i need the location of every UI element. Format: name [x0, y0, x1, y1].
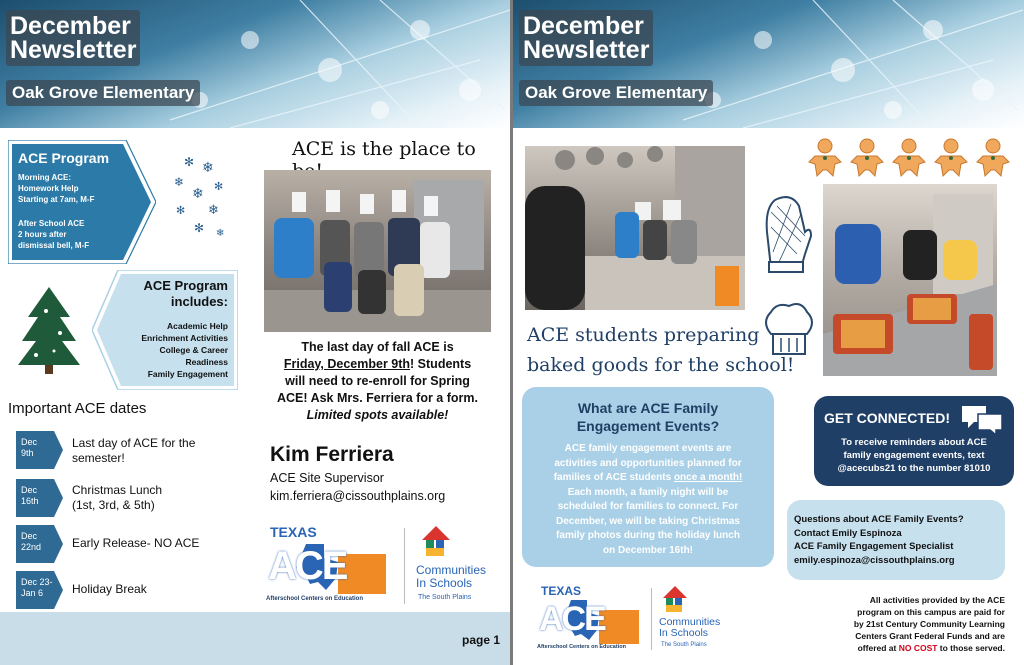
last-day-date: Friday, December 9th	[283, 357, 411, 371]
snowflakes-icon	[170, 152, 232, 244]
includes-item: Enrichment Activities	[141, 333, 228, 343]
svg-text:✻: ✻	[184, 155, 195, 169]
newsletter-title: December Newsletter	[6, 10, 140, 66]
date-event-label: Last day of ACE for the semester!	[72, 436, 196, 465]
supervisor-name: Kim Ferriera	[270, 443, 394, 466]
family-engagement-title: What are ACE Family Engagement Events?	[576, 400, 720, 434]
ace-program-box	[8, 140, 156, 264]
gingerbread-men-icons	[805, 136, 1015, 180]
ace-program-title: ACE Program	[18, 150, 110, 166]
page-footer	[0, 612, 510, 665]
family-engagement-box	[522, 387, 774, 567]
includes-item: Academic Help	[167, 321, 228, 331]
includes-item: Readiness	[185, 357, 228, 367]
baking-tray-photo	[823, 184, 997, 376]
ace-headline: ACE is the place to	[292, 138, 476, 160]
newsletter-page-2	[513, 0, 1024, 665]
students-chef-hats-photo	[264, 170, 491, 332]
texas-ace-logo: TEXAS ACE Afterschool Centers on Education	[537, 584, 647, 654]
questions-text: Questions about ACE Family Events? Contact Emily Espinoza ACE Family Engagement Specialist emily.espinoza@cissouthplains.org	[794, 514, 964, 566]
date-tag: Dec 23- Jan 6	[16, 571, 63, 609]
morning-ace-info: Morning ACE: Homework Help Starting at 7am, M-F	[18, 173, 95, 204]
logo-divider	[404, 528, 405, 604]
newsletter-page-1	[0, 0, 510, 665]
supervisor-role: ACE Site Supervisor	[270, 471, 384, 485]
pine-tree-icon	[16, 285, 82, 375]
date-tag: Dec 22nd	[16, 525, 63, 563]
date-event-label: Early Release- NO ACE	[72, 536, 200, 550]
after-school-ace-info: After School ACE 2 hours after dismissal bell, M-F	[18, 219, 90, 250]
svg-text:✻: ✻	[194, 221, 205, 235]
logo-divider	[651, 588, 652, 650]
newsletter-title: December Newsletter	[519, 10, 653, 66]
questions-box	[787, 500, 1005, 580]
oven-mitt-icon	[761, 192, 813, 276]
get-connected-title: GET CONNECTED!	[824, 410, 950, 426]
svg-text:❄: ❄	[202, 160, 214, 176]
svg-text:✻: ✻	[176, 204, 186, 217]
svg-text:❄: ❄	[174, 175, 185, 189]
communities-in-schools-logo: Communities In Schools The South Plains	[416, 524, 506, 606]
date-tag: Dec 9th	[16, 431, 63, 469]
important-dates-heading: Important ACE dates	[8, 400, 147, 417]
winter-pine-banner	[513, 0, 1024, 128]
school-name: Oak Grove Elementary	[6, 80, 200, 106]
includes-item: Family Engagement	[147, 369, 228, 379]
svg-text:✻: ✻	[214, 180, 224, 193]
chat-bubbles-icon	[960, 402, 1004, 436]
family-engagement-text: ACE family engagement events are activities and opportunities planned for families of ACE students once a month! Each month, a family night will be scheduled for families to connect. For December, we will be taking Christmas family photos during the holiday lunch on December 16th!	[553, 443, 743, 556]
texas-ace-logo: TEXAS ACE Afterschool Centers on Education	[266, 524, 396, 606]
photo-caption: ACE students preparing baked goods for the school!	[527, 324, 795, 376]
date-event-label: Christmas Lunch (1st, 3rd, & 5th)	[72, 483, 163, 512]
includes-list	[141, 320, 228, 380]
svg-text:❄: ❄	[208, 203, 219, 218]
includes-title: ACE Program includes:	[143, 278, 228, 309]
kitchen-students-photo	[525, 146, 745, 310]
specialist-email[interactable]: emily.espinoza@cissouthplains.org	[794, 554, 955, 566]
date-tag: Dec 16th	[16, 479, 63, 517]
get-connected-text: To receive reminders about ACE family engagement events, text @acecubs21 to the number 81010	[837, 437, 991, 474]
supervisor-email[interactable]: kim.ferriera@cissouthplains.org	[270, 489, 446, 503]
svg-text:❄: ❄	[192, 186, 204, 202]
funding-notice: All activities provided by the ACE program on this campus are paid for by 21st Century Community Learning Centers Grant Federal Funds and are offered at NO COST to those served.	[853, 595, 1005, 653]
winter-pine-banner	[0, 0, 510, 128]
ace-includes-box	[92, 270, 238, 390]
communities-in-schools-logo: Communities In Schools The South Plains	[659, 584, 739, 654]
get-connected-box	[814, 396, 1014, 486]
last-day-notice: The last day of fall ACE is Friday, December 9th! Students will need to re-enroll for Spring ACE! Ask Mrs. Ferriera for a form. Limited spots available!	[277, 340, 478, 422]
svg-text:❄: ❄	[216, 228, 225, 239]
school-name: Oak Grove Elementary	[519, 80, 713, 106]
no-cost-emphasis: NO COST	[898, 643, 938, 653]
includes-item: College & Career	[159, 345, 228, 355]
page-number: page 1	[462, 633, 501, 647]
date-event-label: Holiday Break	[72, 582, 147, 596]
